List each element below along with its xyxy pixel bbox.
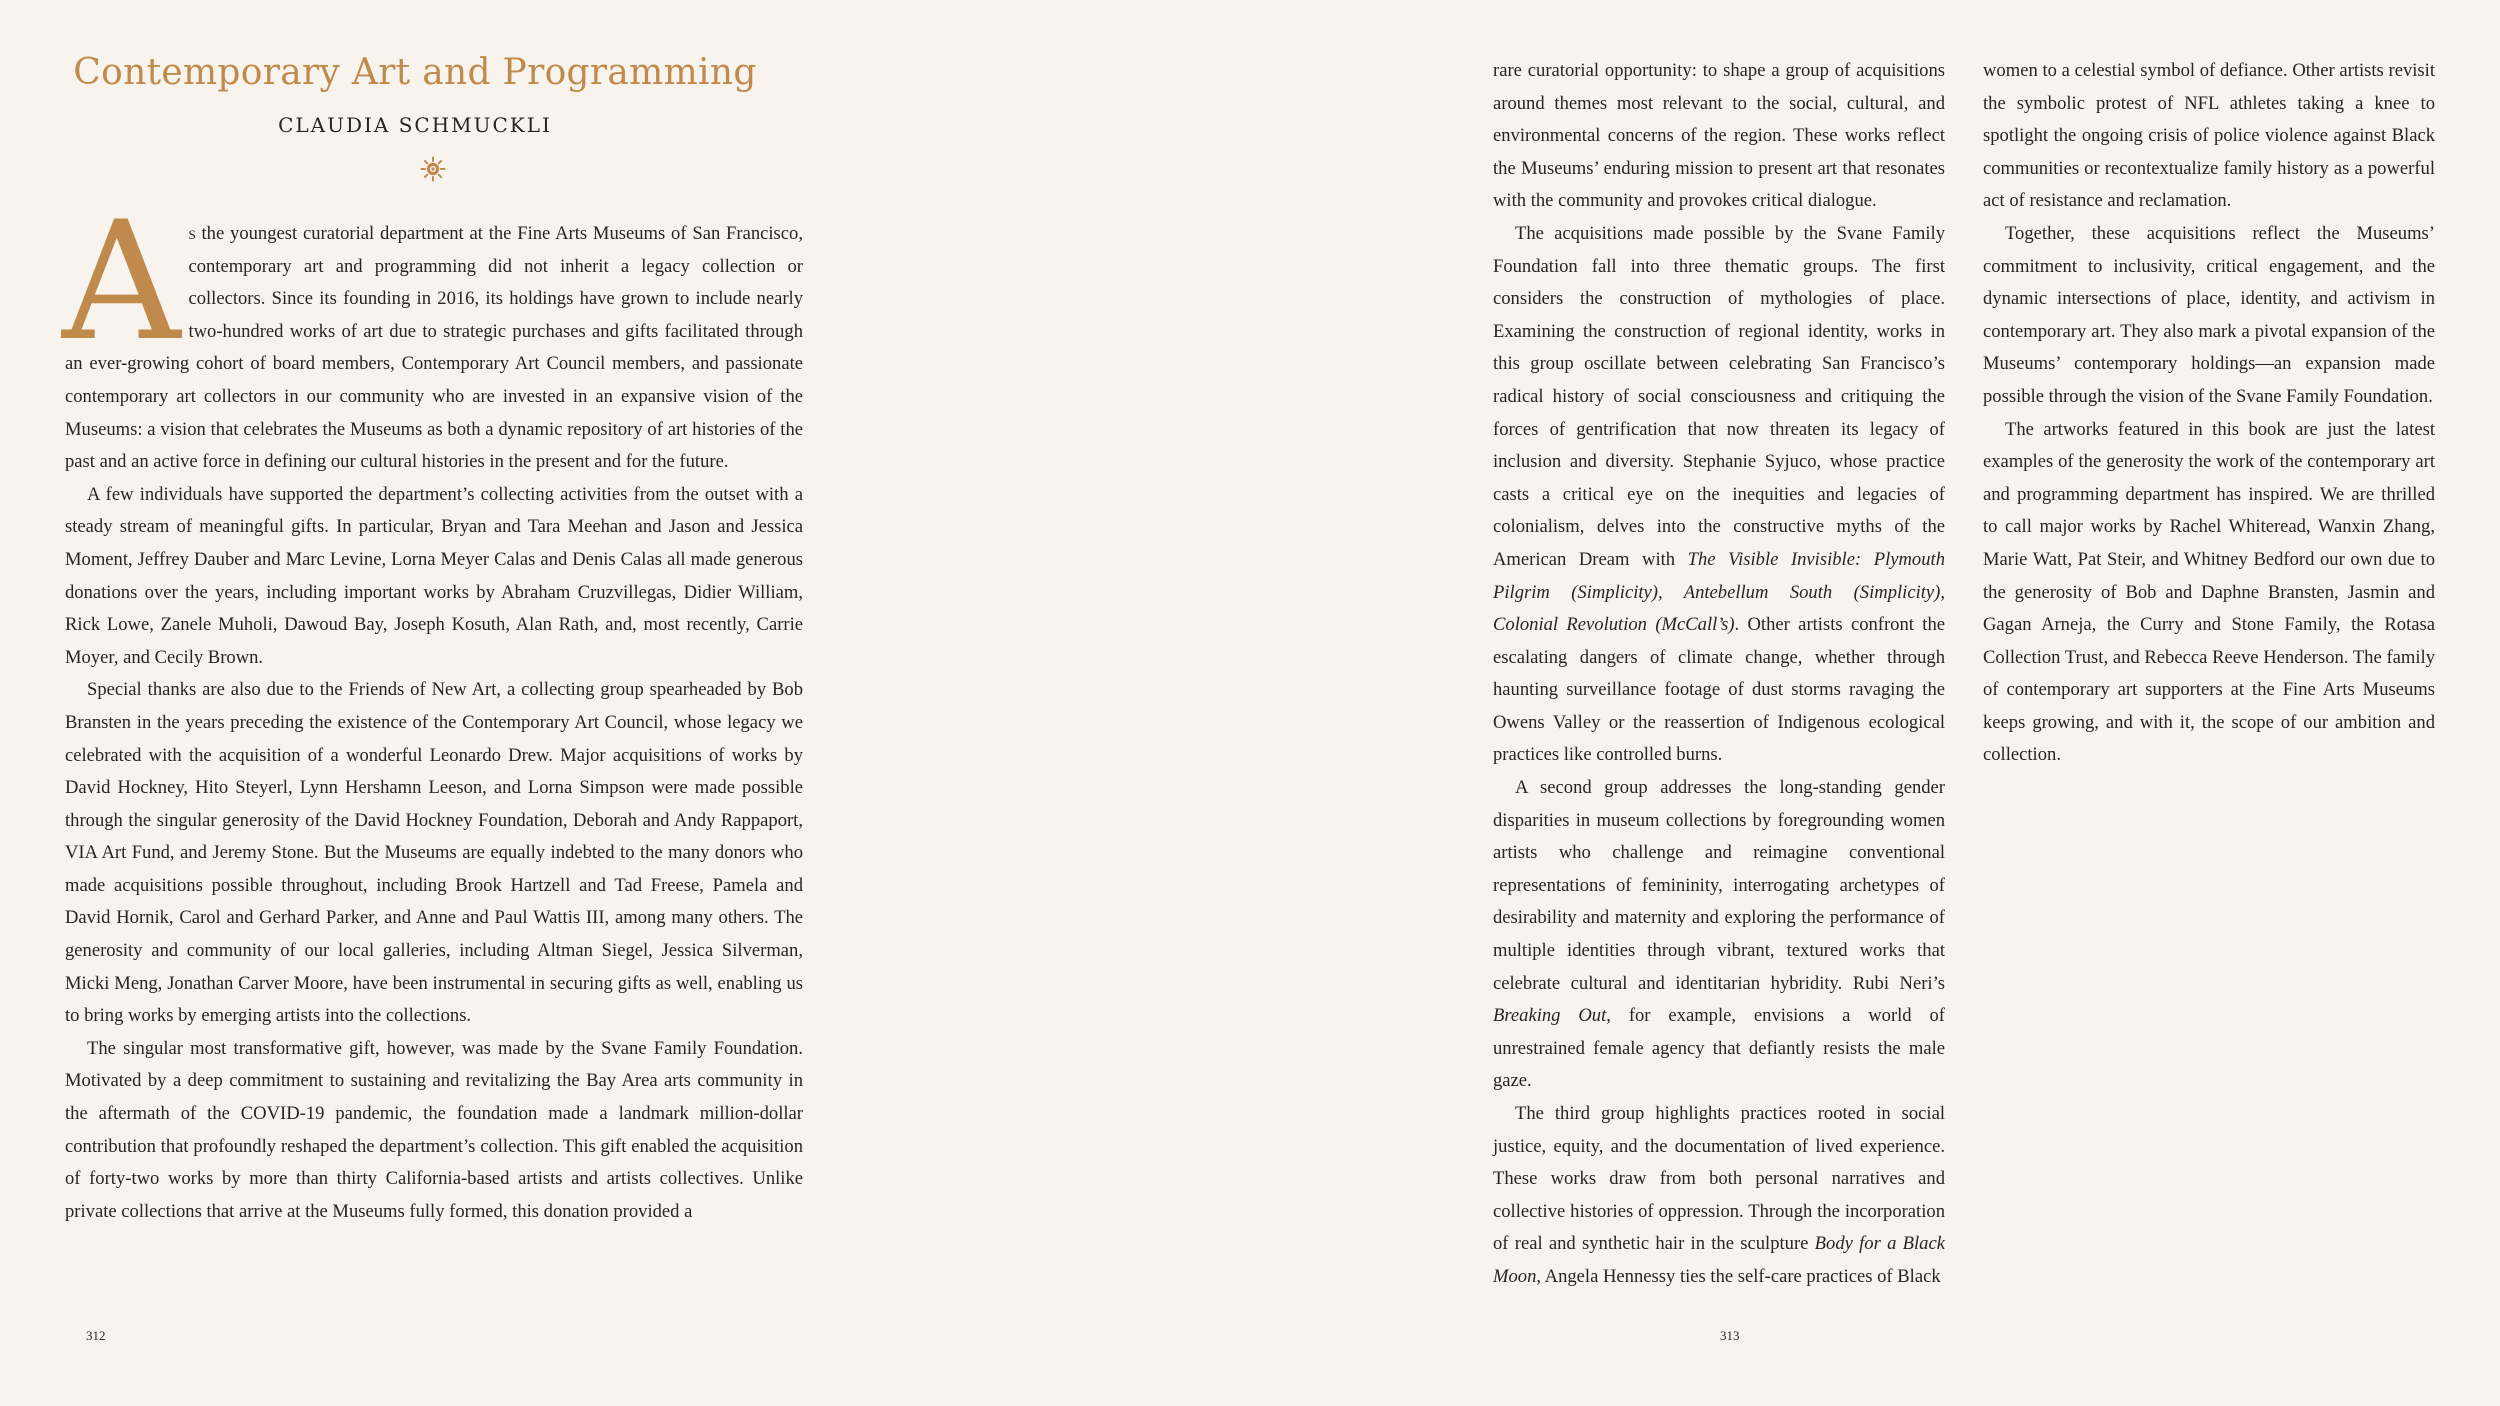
paragraph-text: , for example, envisions a world of unrestrained female agency that defiantly resists the male gaze.	[1493, 1005, 1945, 1092]
paragraph-text: The acquisitions made possible by the Svane Family Foundation fall into three thematic groups. The first considers the construction of mythologies of place. Examining the construction of regional identity, works in this group oscillate between celebrating San Francisco’s radical history of social consciousness and critiquing the forces of gentrification that now threaten its legacy of inclusion and diversity. Stephanie Syjuco, whose practice casts a critical eye on the inequities and legacies of colonialism, delves into the constructive myths of the American Dream with	[1493, 222, 1945, 570]
page-number-right: 313	[1720, 1328, 1740, 1343]
opening-word: s	[188, 223, 196, 244]
paragraph-text: The third group highlights practices rooted in social justice, equity, and the documentation of lived experience. These works draw from both personal narratives and collective histories of oppression. Through the incorporation of real and synthetic hair in the sculpture	[1493, 1103, 1945, 1255]
paragraph: The singular most transformative gift, however, was made by the Svane Family Foundation. Motivated by a deep commitment to sustaining and revitalizing the Bay Area arts community in the aftermath of the COVID-19 pandemic, the foundation made a landmark million-dollar contribution that profoundly reshaped the department’s collection. This gift enabled the acquisition of forty-two works by more than thirty California-based artists and artists collectives. Unlike private collections that arrive at the Museums fully formed, this donation provided a	[65, 1037, 803, 1222]
paragraph: Special thanks are also due to the Friends of New Art, a collecting group spearheaded by Bob Bransten in the years preceding the existence of the Contemporary Art Council, whose legacy we celebrated with the acquisition of a wonderful Leonardo Drew. Major acquisitions of works by David Hockney, Hito Steyerl, Lynn Hershamn Leeson, and Lorna Simpson were made possible through the singular generosity of the David Hockney Foundation, Deborah and Andy Rappaport, VIA Art Fund, and Jeremy Stone. But the Museums are equally indebted to the many donors who made acquisitions possible throughout, including Brook Hartzell and Tad Freese, Pamela and David Hornik, Carol and Gerhard Parker, and Anne and Paul Wattis III, among many others. The generosity and community of our local galleries, including Altman Siegel, Jessica Silverman, Micki Meng, Jonathan Carver Moore, have been instrumental in securing gifts as well, enabling us to bring works by emerging artists into the collections.	[65, 679, 803, 1027]
paragraph	[1493, 218, 1945, 772]
paragraph: Together, these acquisitions reflect the Museums’ commitment to inclusivity, critical engagement, and the dynamic intersections of place, identity, and activism in contemporary art. They also mark a pivotal expansion of the Museums’ contemporary holdings—an expansion made possible through the vision of the Svane Family Foundation.	[1983, 222, 2435, 407]
right-page-column-1	[1493, 55, 1945, 1294]
paragraph	[1493, 1098, 1945, 1294]
author-name: CLAUDIA SCHMUCKLI	[278, 113, 552, 137]
paragraph	[1493, 772, 1945, 1098]
drop-cap: A	[62, 186, 181, 377]
artwork-title: Breaking Out	[1493, 1005, 1607, 1027]
paragraph-text: the youngest curatorial department at the Fine Arts Museums of San Francisco, contemporary art and programming did not inherit a legacy collection or collectors. Since its founding in 2016, its holdings have grown to include nearly two-hundred works of art due to strategic purchases and gifts facilitated through an ever-growing cohort of board members, Contemporary Art Council members, and passionate contemporary art collectors in our community who are invested in an expansive vision of the Museums: a vision that celebrates the Museums as both a dynamic repository of art histories of the past and an active force in defining our cultural histories in the present and for the future.	[65, 223, 803, 473]
sun-ornament-icon	[420, 156, 446, 182]
paragraph: A few individuals have supported the department’s collecting activities from the outset with a steady stream of meaningful gifts. In particular, Bryan and Tara Meehan and Jason and Jessica Moment, Jeffrey Dauber and Marc Levine, Lorna Meyer Calas and Denis Calas all made generous donations over the years, including important works by Abraham Cruzvillegas, Didier William, Rick Lowe, Zanele Muholi, Dawoud Bay, Joseph Kosuth, Alan Rath, and, most recently, Carrie Moyer, and Cecily Brown.	[65, 483, 803, 668]
chapter-title: Contemporary Art and Programming	[73, 52, 757, 93]
paragraph	[62, 186, 803, 479]
left-page-column	[62, 186, 803, 1228]
paragraph: The artworks featured in this book are just the latest examples of the generosity the work of the contemporary art and programming department has inspired. We are thrilled to call major works by Rachel Whiteread, Wanxin Zhang, Marie Watt, Pat Steir, and Whitney Bedford our own due to the generosity of Bob and Daphne Bransten, Jasmin and Gagan Arneja, the Curry and Stone Family, the Rotasa Collection Trust, and Rebecca Reeve Henderson. The family of contemporary art supporters at the Fine Arts Museums keeps growing, and with it, the scope of our ambition and collection.	[1983, 418, 2435, 766]
artwork-title: The Visible Invisible: Plymouth Pilgrim (Simplicity), Antebellum South (Simplicity), Colonial Revolution (McCall’s)	[1493, 548, 1945, 636]
right-page-column-2	[1983, 55, 2435, 772]
paragraph-text: , Angela Hennessy ties the self-care practices of Black	[1536, 1265, 1941, 1287]
page-number-left: 312	[86, 1328, 106, 1343]
paragraph: rare curatorial opportunity: to shape a group of acquisitions around themes most relevant to the social, cultural, and environmental concerns of the region. These works reflect the Museums’ enduring mission to present art that resonates with the community and provokes critical dialogue.	[1493, 60, 1945, 212]
paragraph-text: . Other artists confront the escalating dangers of climate change, whether through haunting surveillance footage of dust storms ravaging the Owens Valley or the reassertion of Indigenous ecological practices like controlled burns.	[1493, 614, 1945, 766]
paragraph-text: A second group addresses the long-standing gender disparities in museum collections by foregrounding women artists who challenge and reimagine conventional representations of femininity, interrogating archetypes of desirability and maternity and exploring the performance of multiple identities through vibrant, textured works that celebrate cultural and identitarian hybridity. Rubi Neri’s	[1493, 777, 1945, 994]
artwork-title: Body for a Black Moon	[1493, 1233, 1945, 1287]
paragraph: women to a celestial symbol of defiance. Other artists revisit the symbolic protest of NFL athletes taking a knee to spotlight the ongoing crisis of police violence against Black communities or recontextualize family history as a powerful act of resistance and reclamation.	[1983, 60, 2435, 212]
